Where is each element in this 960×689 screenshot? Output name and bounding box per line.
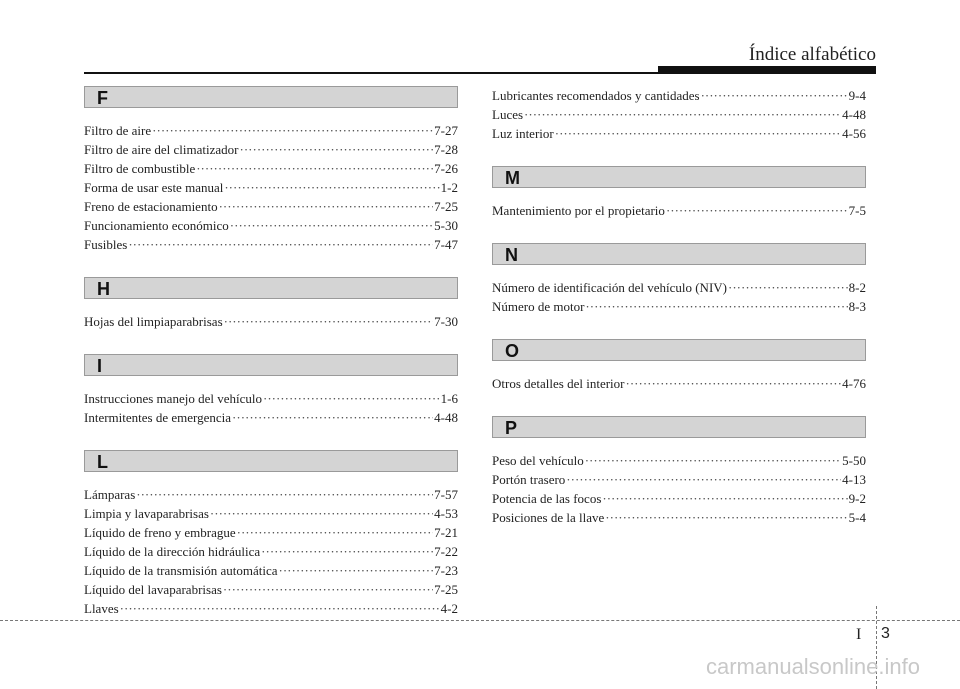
section-entry-list [492,361,866,393]
section-entry-list [84,299,458,331]
section-header-bar [492,339,866,361]
section-letter: N [505,245,518,265]
section-spacer [492,393,866,416]
entry-page-ref: 8-3 [848,299,866,314]
entry-label: Freno de estacionamiento [84,199,218,214]
dot-leader [219,197,434,216]
entry-label: Filtro de combustible [84,161,196,176]
dot-leader [230,216,433,235]
entry-label: Posiciones de la llave [492,510,605,525]
entry-page-ref: 7-25 [434,582,458,597]
index-section [492,243,866,316]
index-column-left [84,86,458,618]
section-letter: I [97,356,103,376]
dot-leader [237,523,434,542]
section-entry-list [492,438,866,527]
footer-dashed-rule [0,620,960,621]
dot-leader [263,389,440,408]
dot-leader [136,485,433,504]
dot-leader [666,201,848,220]
entry-label: Peso del vehículo [492,453,584,468]
section-entry-list [84,472,458,618]
entry-label: Instrucciones manejo del vehículo [84,391,262,406]
section-spacer [492,316,866,339]
index-column-right [492,86,866,527]
dot-leader [196,159,433,178]
dot-leader [240,140,434,159]
entry-page-ref: 4-56 [842,126,866,141]
section-spacer [492,143,866,166]
section-header-bar [84,354,458,376]
index-entry[interactable] [84,408,458,427]
dot-leader [701,86,848,105]
entry-page-ref: 7-27 [434,123,458,138]
section-entry-list [84,376,458,427]
entry-label: Funcionamiento económico [84,218,229,233]
entry-label: Lubricantes recomendados y cantidades [492,88,700,103]
dot-leader [626,374,842,393]
entry-page-ref: 4-48 [842,107,866,122]
entry-page-ref: 5-50 [842,453,866,468]
section-letter: H [97,279,110,299]
entry-page-ref: 7-30 [434,314,458,329]
entry-label: Potencia de las focos [492,491,602,506]
index-entry[interactable] [492,374,866,393]
index-section [492,166,866,220]
index-entry[interactable] [84,504,458,523]
section-letter: L [97,452,108,472]
entry-page-ref: 9-4 [848,88,866,103]
entry-page-ref: 4-53 [434,506,458,521]
index-entry[interactable] [492,451,866,470]
watermark: carmanualsonline.info [705,654,920,679]
index-section [84,354,458,427]
dot-leader [605,508,847,527]
dot-leader [728,278,848,297]
entry-label: Intermitentes de emergencia [84,410,232,425]
section-header-bar [84,450,458,472]
index-entry[interactable] [492,489,866,508]
entry-label: Líquido del lavaparabrisas [84,582,222,597]
dot-leader [261,542,433,561]
header-rule [84,72,876,74]
index-entry[interactable] [84,523,458,542]
entry-page-ref: 8-2 [848,280,866,295]
entry-label: Llaves [84,601,119,616]
entry-page-ref: 5-30 [434,218,458,233]
section-header-bar [84,86,458,108]
section-header-bar [492,166,866,188]
index-entry[interactable] [492,201,866,220]
dot-leader [120,599,440,618]
index-entry[interactable] [492,278,866,297]
entry-page-ref: 1-2 [440,180,458,195]
entry-label: Otros detalles del interior [492,376,625,391]
entry-label: Fusibles [84,237,128,252]
entry-label: Portón trasero [492,472,566,487]
entry-page-ref: 1-6 [440,391,458,406]
dot-leader [224,178,439,197]
entry-page-ref: 7-21 [434,525,458,540]
entry-page-ref: 7-28 [434,142,458,157]
entry-page-ref: 4-48 [434,410,458,425]
index-section [492,339,866,393]
index-entry[interactable] [492,297,866,316]
entry-label: Número de motor [492,299,585,314]
entry-page-ref: 7-23 [434,563,458,578]
index-entry[interactable] [492,508,866,527]
index-section [84,277,458,331]
entry-label: Filtro de aire [84,123,152,138]
dot-leader [585,297,847,316]
section-entry-list [492,86,866,143]
entry-page-ref: 7-22 [434,544,458,559]
entry-page-ref: 7-5 [848,203,866,218]
index-entry[interactable] [84,216,458,235]
entry-label: Filtro de aire del climatizador [84,142,239,157]
entry-page-ref: 9-2 [848,491,866,506]
footer-chapter-letter: I [856,626,862,643]
index-entry[interactable] [84,159,458,178]
section-entry-list [492,188,866,220]
dot-leader [555,124,841,143]
section-entry-list [492,265,866,316]
index-entry[interactable] [84,580,458,599]
dot-leader [232,408,433,427]
entry-page-ref: 4-13 [842,472,866,487]
dot-leader [602,489,847,508]
section-entry-list [84,108,458,254]
entry-label: Líquido de la transmisión automática [84,563,278,578]
section-letter: P [505,418,518,438]
entry-label: Líquido de la dirección hidráulica [84,544,261,559]
dot-leader [279,561,434,580]
index-entry[interactable] [84,197,458,216]
section-letter: F [97,88,108,108]
index-entry[interactable] [84,178,458,197]
section-spacer [84,254,458,277]
entry-label: Luz interior [492,126,554,141]
index-entry[interactable] [84,561,458,580]
section-spacer [84,427,458,450]
section-spacer [84,331,458,354]
entry-label: Lámparas [84,487,136,502]
section-letter: O [505,341,520,361]
dot-leader [585,451,841,470]
index-entry[interactable] [84,599,458,618]
index-section [84,86,458,254]
section-header-bar [492,243,866,265]
section-spacer [492,220,866,243]
dot-leader [524,105,841,124]
index-entry[interactable] [84,235,458,254]
index-entry[interactable] [492,105,866,124]
entry-label: Luces [492,107,524,122]
entry-page-ref: 4-2 [440,601,458,616]
index-entry[interactable] [84,389,458,408]
entry-label: Forma de usar este manual [84,180,224,195]
entry-label: Líquido de freno y embrague [84,525,236,540]
index-entry[interactable] [84,542,458,561]
dot-leader [152,121,433,140]
index-entry[interactable] [492,124,866,143]
dot-leader [224,312,434,331]
dot-leader [210,504,433,523]
section-letter: M [505,168,520,188]
entry-page-ref: 5-4 [848,510,866,525]
index-entry[interactable] [84,485,458,504]
dot-leader [566,470,841,489]
entry-page-ref: 7-26 [434,161,458,176]
section-header-bar [492,416,866,438]
index-section [84,450,458,618]
page-title: Índice alfabético [748,44,876,65]
index-section [492,86,866,143]
entry-page-ref: 7-57 [434,487,458,502]
index-entry[interactable] [492,86,866,105]
index-entry[interactable] [84,140,458,159]
index-entry[interactable] [84,121,458,140]
index-section [492,416,866,527]
dot-leader [223,580,433,599]
index-entry[interactable] [492,470,866,489]
dot-leader [128,235,433,254]
entry-label: Hojas del limpiaparabrisas [84,314,223,329]
entry-page-ref: 7-47 [434,237,458,252]
entry-page-ref: 7-25 [434,199,458,214]
entry-label: Número de identificación del vehículo (NIV) [492,280,727,295]
entry-label: Limpia y lavaparabrisas [84,506,209,521]
entry-page-ref: 4-76 [842,376,866,391]
section-header-bar [84,277,458,299]
entry-label: Mantenimiento por el propietario [492,203,665,218]
index-entry[interactable] [84,312,458,331]
footer-page-number: 3 [881,625,890,642]
